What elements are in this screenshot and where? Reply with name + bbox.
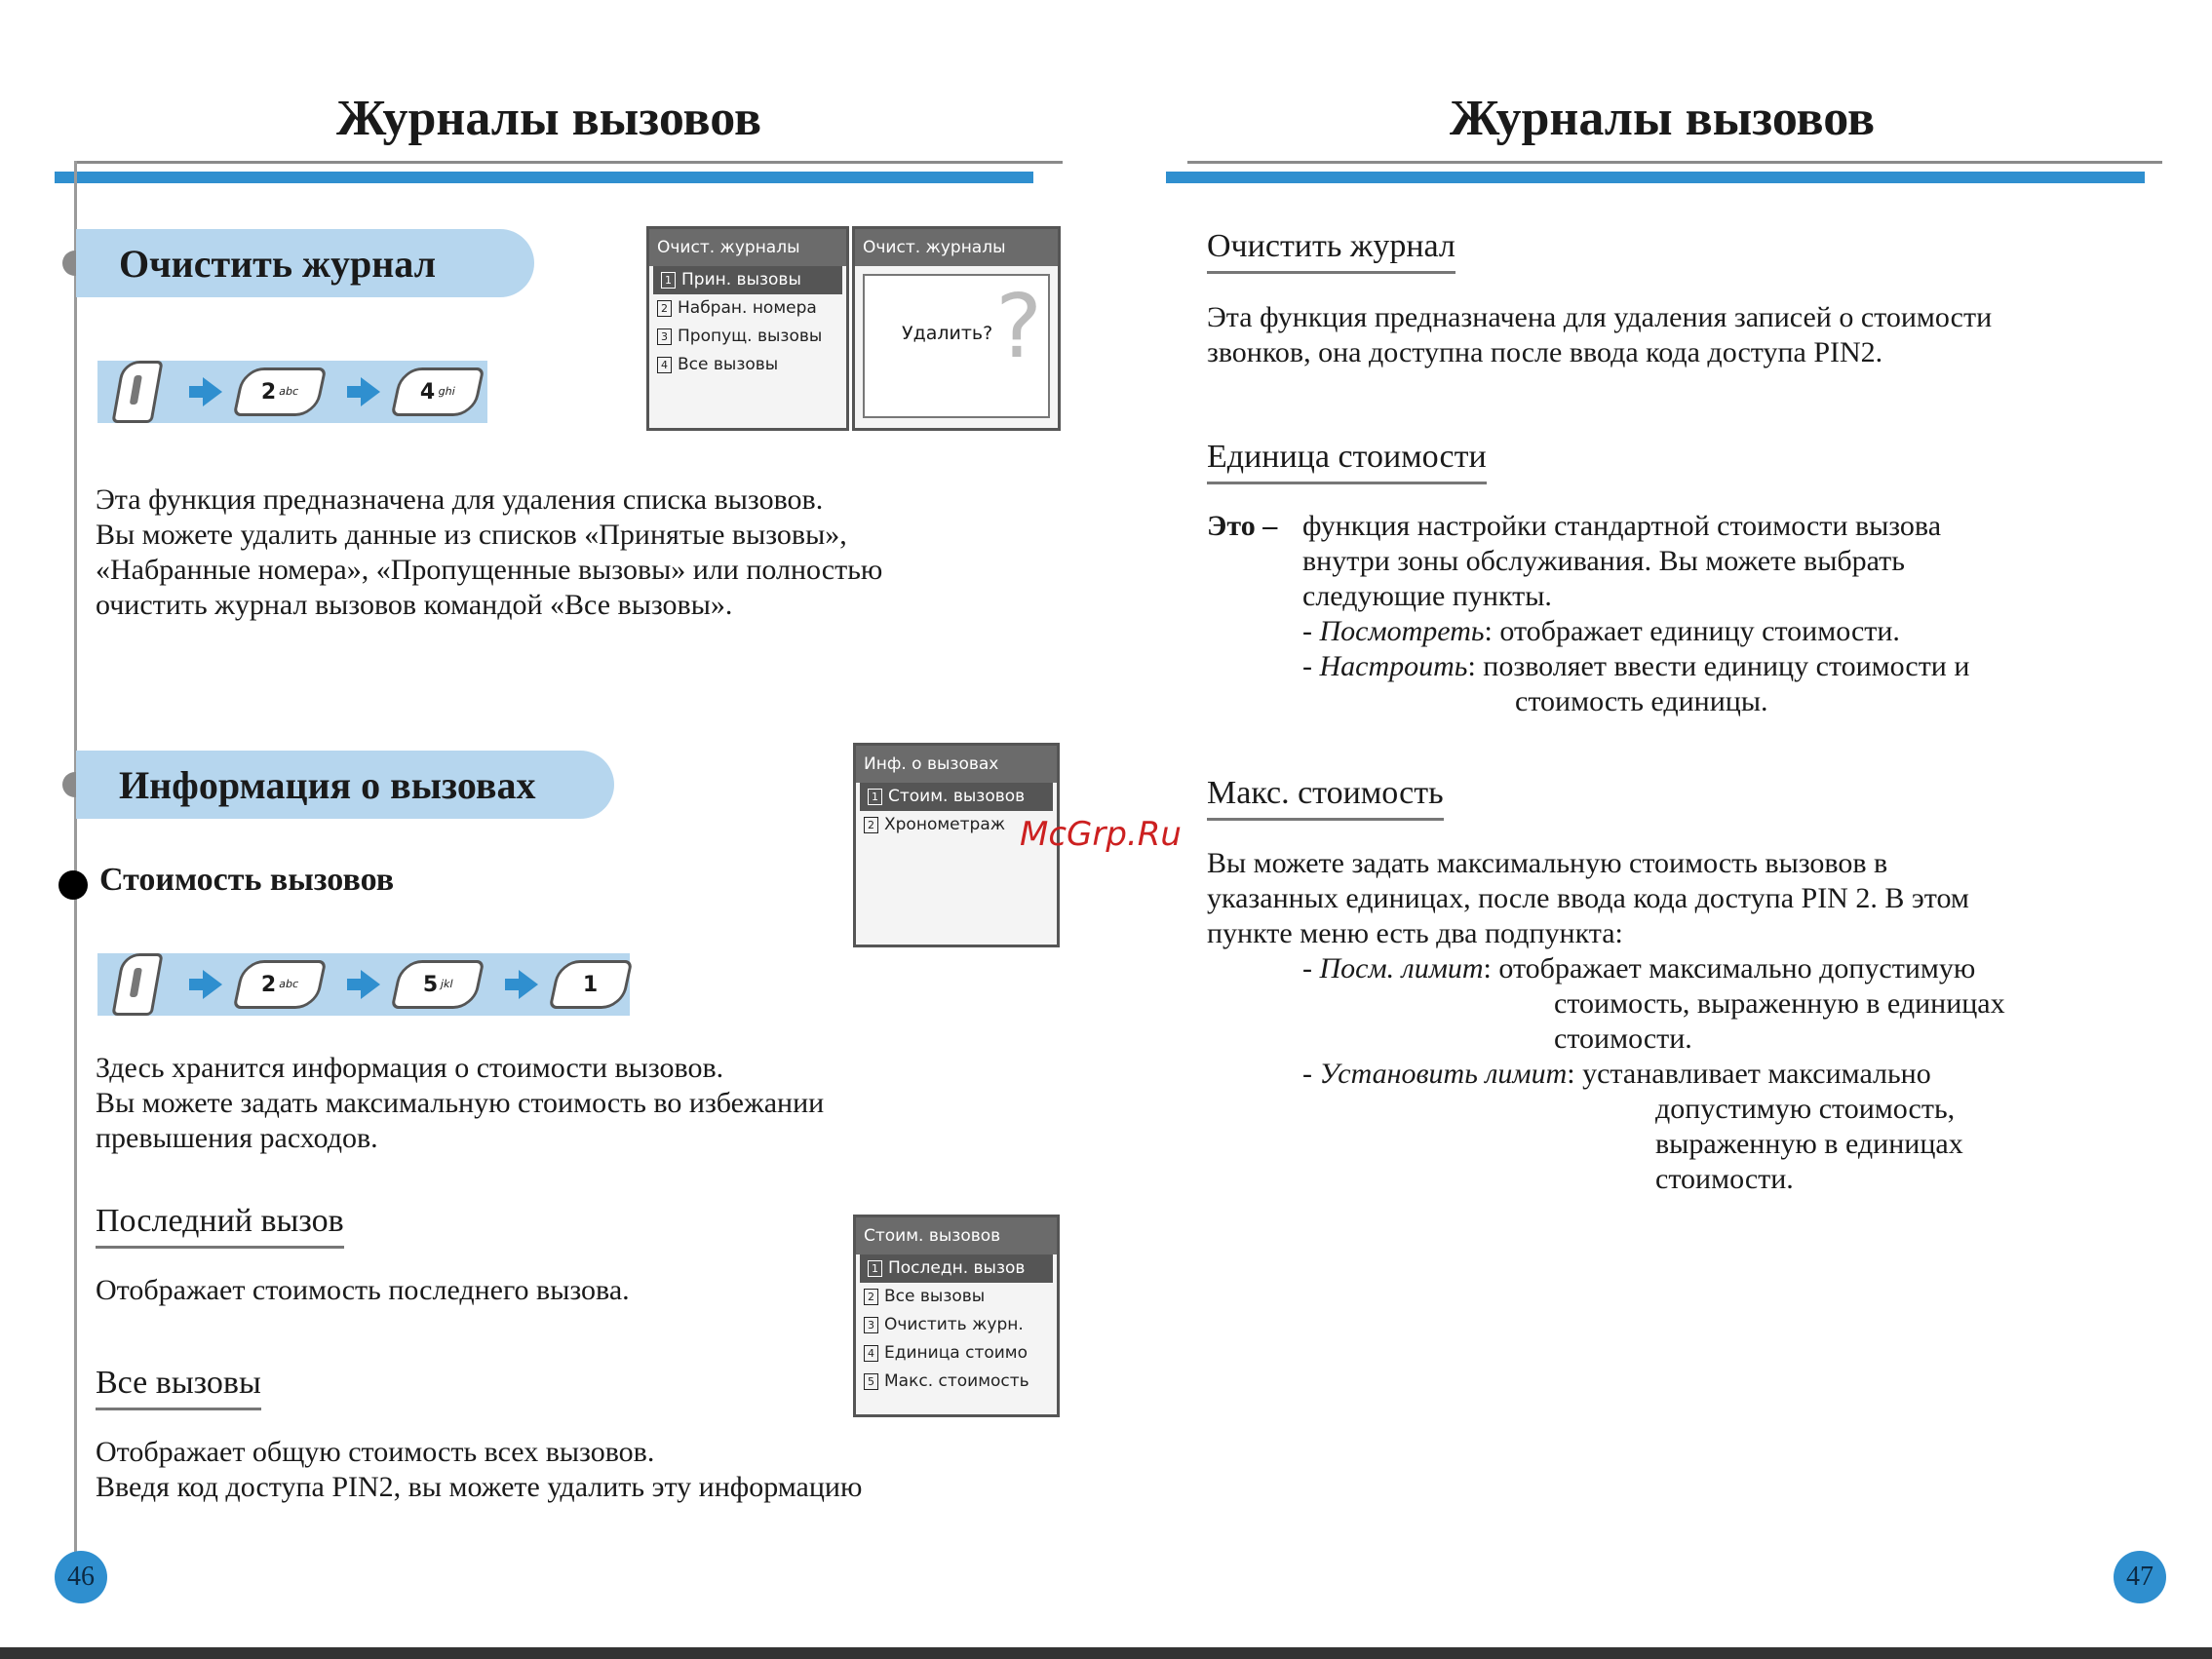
phone-screen-call-cost — [853, 1215, 1060, 1417]
delete-prompt: Удалить? — [902, 323, 993, 344]
key-5-icon: 5 jkl — [391, 960, 485, 1009]
left-vertical-line — [74, 161, 77, 1564]
heading-unit-cost: Единица стоимости — [1207, 439, 1487, 484]
phone-screen-delete-confirm — [852, 226, 1061, 431]
screen-menu-item: 1 Стоим. вызовов — [860, 783, 1053, 811]
arrow-right-icon — [203, 970, 222, 999]
screen-menu-item: 2 Набран. номера — [649, 294, 846, 323]
heading-clear-log: Очистить журнал — [1207, 228, 1455, 274]
key-1-icon: 1 — [549, 960, 634, 1009]
screen-header: Очист. журналы — [649, 229, 846, 266]
screen-header: Стоим. вызовов — [856, 1217, 1057, 1254]
left-title-blue-rule — [55, 172, 1033, 183]
right-title-rule — [1187, 161, 2162, 164]
left-title-rule — [76, 161, 1063, 164]
max-cost-options: - Посм. лимит: отображает максимально допустимую стоимость, выраженную в единицах стоимости. - Установить лимит: устанавливает максимально допустимую стоимость, выраженную в единицах стоимости. — [1302, 952, 2005, 1195]
screen-menu-item: 5 Макс. стоимость — [856, 1368, 1057, 1396]
key-2-icon: 2 abc — [233, 367, 328, 416]
page-number-right: 47 — [2114, 1551, 2166, 1603]
key-sequence-call-cost — [97, 953, 630, 1016]
section-heading-clear-log: Очистить журнал — [76, 229, 534, 297]
subheading-call-cost: Стоимость вызовов — [99, 862, 395, 898]
call-cost-description: Здесь хранится информация о стоимости вызовов. Вы можете задать максимальную стоимость во избежании превышения расходов. — [96, 1052, 825, 1154]
arrow-right-icon — [361, 377, 380, 406]
key-4-icon: 4 ghi — [391, 367, 485, 416]
bottom-border — [0, 1647, 2212, 1659]
menu-key-icon — [111, 361, 163, 423]
left-page-title: Журналы вызовов — [336, 91, 762, 146]
screen-menu-item: 3 Очистить журн. — [856, 1311, 1057, 1339]
page-number-left: 46 — [55, 1551, 107, 1603]
arrow-right-icon — [203, 377, 222, 406]
heading-max-cost: Макс. стоимость — [1207, 775, 1444, 821]
screen-menu-item: 4 Единица стоимо — [856, 1339, 1057, 1368]
question-icon: ? — [995, 276, 1042, 378]
unit-cost-lead: Это – — [1207, 510, 1278, 542]
screen-menu-item: 3 Пропущ. вызовы — [649, 323, 846, 351]
arrow-right-icon — [519, 970, 538, 999]
subsection-bullet — [58, 870, 88, 900]
unit-cost-description: функция настройки стандартной стоимости вызова внутри зоны обслуживания. Вы можете выбрать следующие пункты. - Посмотреть: отображает единицу стоимости. - Настроить: позволяет ввести единицу стоимости и стоимость единицы. — [1302, 510, 1970, 717]
screen-header: Очист. журналы — [855, 229, 1058, 266]
heading-last-call: Последний вызов — [96, 1203, 344, 1249]
screen-menu-item: 2 Все вызовы — [856, 1283, 1057, 1311]
key-2-icon: 2 abc — [233, 960, 328, 1009]
right-page-title: Журналы вызовов — [1450, 91, 1876, 146]
dialog-box — [863, 274, 1050, 418]
all-calls-description: Отображает общую стоимость всех вызовов. Введя код доступа PIN2, вы можете удалить эту информацию — [96, 1436, 863, 1503]
last-call-description: Отображает стоимость последнего вызова. — [96, 1274, 630, 1306]
clear-log-cost-description: Эта функция предназначена для удаления записей о стоимости звонков, она доступна после ввода кода доступа PIN2. — [1207, 301, 1993, 368]
screen-header: Инф. о вызовах — [856, 746, 1057, 783]
arrow-right-icon — [361, 970, 380, 999]
right-title-blue-rule — [1166, 172, 2145, 183]
section-heading-call-info: Информация о вызовах — [76, 751, 614, 819]
max-cost-description: Вы можете задать максимальную стоимость вызовов в указанных единицах, после ввода кода доступа PIN 2. В этом пункте меню есть два подпункта: — [1207, 847, 1969, 949]
screen-menu-item: 1 Прин. вызовы — [653, 266, 842, 294]
screen-menu-item: 2 Хронометраж — [856, 811, 1057, 839]
clear-log-description: Эта функция предназначена для удаления списка вызовов. Вы можете удалить данные из списков «Принятые вызовы», «Набранные номера», «Пропущенные вызовы» или полностью очистить журнал вызовов командой «Все вызовы». — [96, 483, 883, 621]
heading-all-calls: Все вызовы — [96, 1365, 261, 1410]
key-sequence-clear-log — [97, 361, 487, 423]
phone-screen-clear-logs — [646, 226, 849, 431]
menu-key-icon — [111, 953, 163, 1016]
screen-menu-item: 1 Последн. вызов — [860, 1254, 1053, 1283]
screen-menu-item: 4 Все вызовы — [649, 351, 846, 379]
watermark: McGrp.Ru — [1020, 815, 1182, 854]
